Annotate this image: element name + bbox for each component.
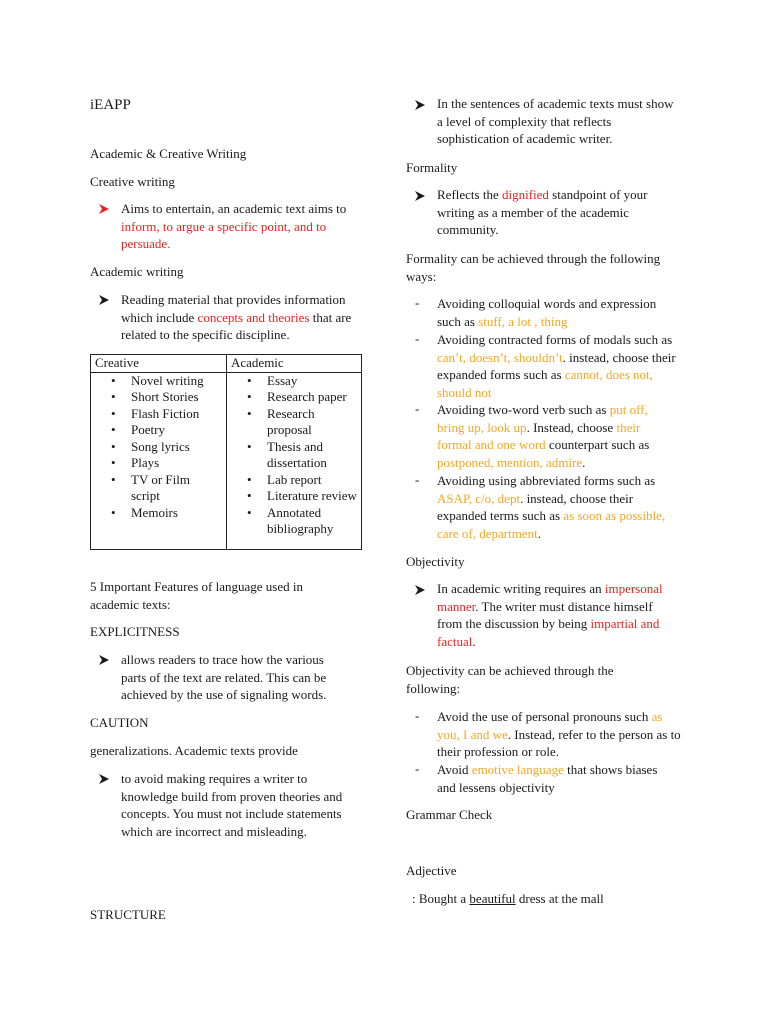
arrowhead-bullet-icon xyxy=(414,584,428,598)
arrowhead-bullet-icon xyxy=(98,654,112,668)
academic-writing-bullet: Reading material that provides information which include concepts and theories that are related to the specific discipline. xyxy=(121,292,352,342)
list-item: • Lab report xyxy=(253,472,357,489)
academic-list xyxy=(231,373,357,538)
adjective-example: : Bought a beautiful dress at the mall xyxy=(412,891,604,906)
arrowhead-bullet-icon xyxy=(414,99,428,113)
writing-types-table xyxy=(90,354,362,550)
objectivity-item-pronouns: Avoid the use of personal pronouns such as you, I and we. Instead, refer to the person as to their profession or role. xyxy=(437,709,681,759)
objectivity-intro: Objectivity can be achieved through the following: xyxy=(406,663,614,696)
creative-writing-heading: Creative writing xyxy=(90,174,175,189)
list-item: • Novel writing xyxy=(117,373,222,390)
list-item: • Poetry xyxy=(117,422,222,439)
formality-bullet: Reflects the dignified standpoint of your writing as a member of the academic community. xyxy=(437,187,648,237)
formality-intro: Formality can be achieved through the following ways: xyxy=(406,251,661,284)
list-item: • Research paper xyxy=(253,389,357,406)
dash-bullet: - xyxy=(415,472,420,487)
formality-item-abbreviations: Avoiding using abbreviated forms such as ASAP, c/o, dept. instead, choose their expanded terms such as as soon as possible, care of, department. xyxy=(437,473,666,541)
creative-list xyxy=(95,373,222,522)
list-item: • Literature review xyxy=(253,488,357,505)
dash-bullet: - xyxy=(415,331,420,346)
objectivity-bullet: In academic writing requires an impersonal manner. The writer must distance himself from the discussion by being impartial and factual. xyxy=(437,581,663,649)
arrowhead-bullet-icon xyxy=(98,773,112,787)
formality-item-colloquial: Avoiding colloquial words and expression such as stuff, a lot , thing xyxy=(437,296,657,329)
arrowhead-bullet-icon xyxy=(98,294,112,308)
structure-heading: STRUCTURE xyxy=(90,907,166,922)
list-item: • Memoirs xyxy=(117,505,222,522)
list-item: • Essay xyxy=(253,373,357,390)
arrowhead-bullet-icon xyxy=(98,203,112,217)
features-intro: 5 Important Features of language used in academic texts: xyxy=(90,579,303,612)
list-item: • TV or Film script xyxy=(117,472,222,505)
dash-bullet: - xyxy=(415,295,420,310)
grammar-check-heading: Grammar Check xyxy=(406,807,493,822)
explicitness-heading: EXPLICITNESS xyxy=(90,624,180,639)
caution-heading: CAUTION xyxy=(90,715,149,730)
arrowhead-bullet-icon xyxy=(414,190,428,204)
complexity-bullet: In the sentences of academic texts must show a level of complexity that reflects sophistication of academic writer. xyxy=(437,96,674,146)
explicitness-bullet: allows readers to trace how the various parts of the text are related. This can be achieved by the use of signaling words. xyxy=(121,652,327,702)
list-item: • Research proposal xyxy=(253,406,357,439)
list-item: • Flash Fiction xyxy=(117,406,222,423)
list-item: • Song lyrics xyxy=(117,439,222,456)
section-heading: Academic & Creative Writing xyxy=(90,146,247,161)
caution-bullet: to avoid making requires a writer to knowledge build from proven theories and concepts. You must not include statements which are incorrect and misleading. xyxy=(121,771,343,839)
formality-item-two-word-verbs: Avoiding two-word verb such as put off, bring up, look up. Instead, choose their formal and one word counterpart such as postponed, mention, admire. xyxy=(437,402,650,470)
list-item: • Plays xyxy=(117,455,222,472)
dash-bullet: - xyxy=(415,761,420,776)
adjective-heading: Adjective xyxy=(406,863,457,878)
formality-heading: Formality xyxy=(406,160,458,175)
table-header-academic: Academic xyxy=(227,355,362,373)
dash-bullet: - xyxy=(415,708,420,723)
formality-item-contractions: Avoiding contracted forms of modals such as can’t, doesn’t, shouldn’t. instead, choose their expanded forms such as cannot, does not, should not xyxy=(437,332,676,400)
creative-writing-bullet: Aims to entertain, an academic text aims to inform, to argue a specific point, and to persuade. xyxy=(121,201,347,251)
objectivity-heading: Objectivity xyxy=(406,554,465,569)
caution-line: generalizations. Academic texts provide xyxy=(90,743,298,758)
table-header-creative: Creative xyxy=(91,355,227,373)
list-item: • Annotated bibliography xyxy=(253,505,357,538)
list-item: • Short Stories xyxy=(117,389,222,406)
document-title: iEAPP xyxy=(90,97,131,113)
academic-writing-heading: Academic writing xyxy=(90,264,184,279)
dash-bullet: - xyxy=(415,401,420,416)
objectivity-item-emotive: Avoid emotive language that shows biases and lessens objectivity xyxy=(437,762,658,795)
list-item: • Thesis and dissertation xyxy=(253,439,357,472)
